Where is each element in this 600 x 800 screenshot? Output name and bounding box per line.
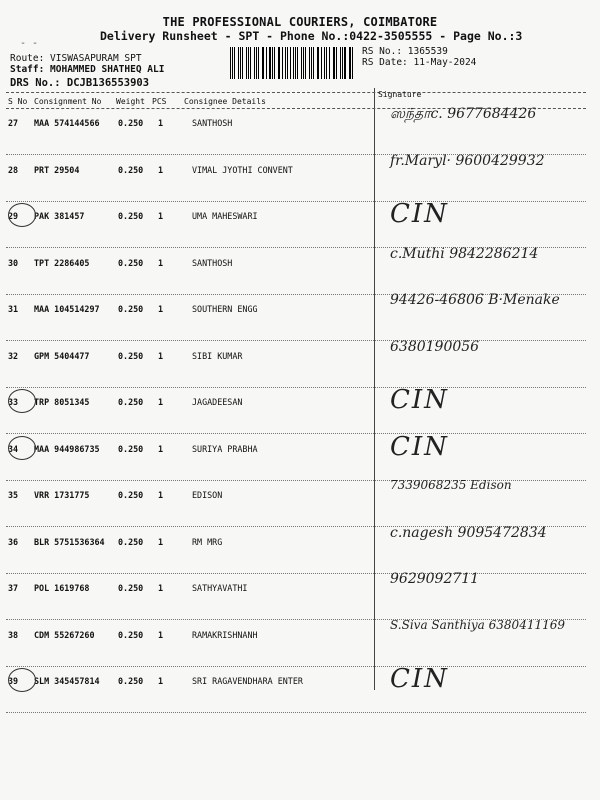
- handwritten-circle-mark: [8, 203, 36, 227]
- col-consignment: Consignment No: [34, 97, 102, 106]
- col-pcs: PCS: [152, 97, 167, 106]
- row-pcs: 1: [158, 630, 164, 640]
- barcode-bar: [266, 47, 267, 79]
- row-weight: 0.250: [118, 165, 144, 175]
- barcode-bar: [295, 47, 296, 79]
- row-consignee: SIBI KUMAR: [192, 351, 243, 361]
- barcode-bar: [340, 47, 341, 79]
- row-sno: 38: [8, 630, 19, 640]
- row-consignment-no: PRT 29504: [34, 165, 80, 175]
- row-separator: [6, 340, 586, 341]
- barcode-bar: [246, 47, 247, 79]
- row-pcs: 1: [158, 165, 164, 175]
- barcode-bar: [324, 47, 325, 79]
- row-consignee: SRI RAGAVENDHARA ENTER: [192, 676, 303, 686]
- row-pcs: 1: [158, 537, 164, 547]
- row-consignment-no: BLR 5751536364: [34, 537, 105, 547]
- barcode-bar: [287, 47, 288, 79]
- row-consignment-no: MAA 944986735: [34, 444, 100, 454]
- row-consignment-no: GPM 5404477: [34, 351, 90, 361]
- barcode-bar: [230, 47, 231, 79]
- row-separator: [6, 433, 586, 434]
- row-separator: [6, 387, 586, 388]
- row-sno: 37: [8, 583, 19, 593]
- row-pcs: 1: [158, 397, 164, 407]
- row-sno: 39: [8, 676, 19, 686]
- row-consignment-no: TRP 8051345: [34, 397, 90, 407]
- barcode-bar: [242, 47, 243, 79]
- row-consignment-no: PAK 381457: [34, 211, 85, 221]
- barcode-bar: [317, 47, 318, 79]
- row-sno: 28: [8, 165, 19, 175]
- rs-number: RS No.: 1365539: [362, 46, 448, 57]
- row-weight: 0.250: [118, 537, 144, 547]
- row-consignee: JAGADEESAN: [192, 397, 243, 407]
- route-label: Route: VISWASAPURAM SPT: [10, 53, 142, 64]
- barcode-bar: [258, 47, 259, 79]
- table-row: [6, 211, 586, 221]
- col-weight: Weight: [116, 97, 145, 106]
- table-row: [6, 351, 586, 361]
- row-consignee: RM MRG: [192, 537, 223, 547]
- row-sno: 32: [8, 351, 19, 361]
- barcode-bar: [297, 47, 298, 79]
- signature-column-divider: [374, 88, 375, 690]
- col-consignee: Consignee Details: [184, 97, 266, 106]
- row-weight: 0.250: [118, 211, 144, 221]
- row-sno: 34: [8, 444, 19, 454]
- row-pcs: 1: [158, 444, 164, 454]
- handwritten-signature: 94426-46806 B·Menake: [390, 292, 560, 308]
- handwritten-signature: c.nagesh 9095472834: [390, 525, 547, 541]
- table-row: [6, 583, 586, 593]
- row-weight: 0.250: [118, 490, 144, 500]
- row-consignment-no: MAA 574144566: [34, 118, 100, 128]
- row-sno: 33: [8, 397, 19, 407]
- row-sno: 29: [8, 211, 19, 221]
- row-consignment-no: VRR 1731775: [34, 490, 90, 500]
- barcode-bar: [269, 47, 270, 79]
- row-consignee: SANTHOSH: [192, 118, 233, 128]
- row-sno: 36: [8, 537, 19, 547]
- handwritten-signature: 6380190056: [390, 339, 480, 355]
- handwritten-circle-mark: [8, 668, 36, 692]
- row-consignment-no: SLM 345457814: [34, 676, 100, 686]
- row-pcs: 1: [158, 211, 164, 221]
- barcode-bar: [274, 47, 275, 79]
- barcode-bar: [305, 47, 306, 79]
- row-consignee: RAMAKRISHNANH: [192, 630, 258, 640]
- row-consignee: SANTHOSH: [192, 258, 233, 268]
- col-signature: Signature: [378, 90, 422, 99]
- scan-mark: - -: [20, 38, 39, 49]
- barcode-image: [230, 47, 356, 79]
- table-row: [6, 444, 586, 454]
- barcode-bar: [250, 47, 251, 79]
- row-weight: 0.250: [118, 118, 144, 128]
- row-weight: 0.250: [118, 444, 144, 454]
- table-row: [6, 676, 586, 686]
- row-consignment-no: POL 1619768: [34, 583, 90, 593]
- row-consignment-no: MAA 104514297: [34, 304, 100, 314]
- row-weight: 0.250: [118, 676, 144, 686]
- barcode-bar: [238, 47, 239, 79]
- header-top-rule: [6, 92, 586, 93]
- row-pcs: 1: [158, 118, 164, 128]
- row-weight: 0.250: [118, 583, 144, 593]
- barcode-bar: [344, 47, 345, 79]
- row-weight: 0.250: [118, 304, 144, 314]
- runsheet-subtitle: Delivery Runsheet - SPT - Phone No.:0422-3505555 - Page No.:3: [100, 29, 523, 43]
- row-separator: [6, 666, 586, 667]
- row-pcs: 1: [158, 583, 164, 593]
- table-row: [6, 397, 586, 407]
- row-sno: 31: [8, 304, 19, 314]
- handwritten-signature: ஸந்தாc. 9677684426: [390, 106, 537, 122]
- handwritten-circle-mark: [8, 436, 36, 460]
- row-pcs: 1: [158, 490, 164, 500]
- row-weight: 0.250: [118, 630, 144, 640]
- row-consignee: SURIYA PRABHA: [192, 444, 258, 454]
- row-separator: [6, 573, 586, 574]
- handwritten-signature: 9629092711: [390, 571, 480, 587]
- drs-number: DRS No.: DCJB136553903: [10, 77, 150, 89]
- row-pcs: 1: [158, 676, 164, 686]
- row-pcs: 1: [158, 351, 164, 361]
- row-consignee: EDISON: [192, 490, 223, 500]
- row-consignment-no: CDM 55267260: [34, 630, 95, 640]
- row-sno: 30: [8, 258, 19, 268]
- row-sno: 35: [8, 490, 19, 500]
- row-separator: [6, 712, 586, 713]
- barcode-bar: [282, 47, 283, 79]
- rs-date: RS Date: 11-May-2024: [362, 57, 477, 68]
- handwritten-signature: c.Muthi 9842286214: [390, 246, 539, 262]
- row-consignment-no: TPT 2286405: [34, 258, 90, 268]
- handwritten-signature: CIN: [390, 664, 449, 694]
- handwritten-signature: CIN: [390, 199, 449, 229]
- row-consignee: SATHYAVATHI: [192, 583, 248, 593]
- handwritten-signature: fr.Maryl· 9600429932: [390, 153, 545, 169]
- row-pcs: 1: [158, 258, 164, 268]
- col-sno: S No: [8, 97, 28, 106]
- barcode-bar: [329, 47, 330, 79]
- barcode-bar: [309, 47, 310, 79]
- handwritten-circle-mark: [8, 389, 36, 413]
- staff-label: Staff: MOHAMMED SHATHEQ ALI: [10, 64, 165, 75]
- row-sno: 27: [8, 118, 19, 128]
- row-weight: 0.250: [118, 258, 144, 268]
- row-weight: 0.250: [118, 397, 144, 407]
- row-pcs: 1: [158, 304, 164, 314]
- row-separator: [6, 201, 586, 202]
- row-consignee: VIMAL JYOTHI CONVENT: [192, 165, 293, 175]
- handwritten-signature: 7339068235 Edison: [390, 478, 512, 492]
- barcode-bar: [352, 47, 353, 79]
- handwritten-signature: CIN: [390, 385, 449, 415]
- row-weight: 0.250: [118, 351, 144, 361]
- barcode-bar: [336, 47, 337, 79]
- handwritten-signature: S.Siva Santhiya 6380411169: [390, 618, 566, 632]
- row-consignee: UMA MAHESWARI: [192, 211, 258, 221]
- handwritten-signature: CIN: [390, 432, 449, 462]
- row-consignee: SOUTHERN ENGG: [192, 304, 258, 314]
- company-title: THE PROFESSIONAL COURIERS, COIMBATORE: [162, 15, 438, 29]
